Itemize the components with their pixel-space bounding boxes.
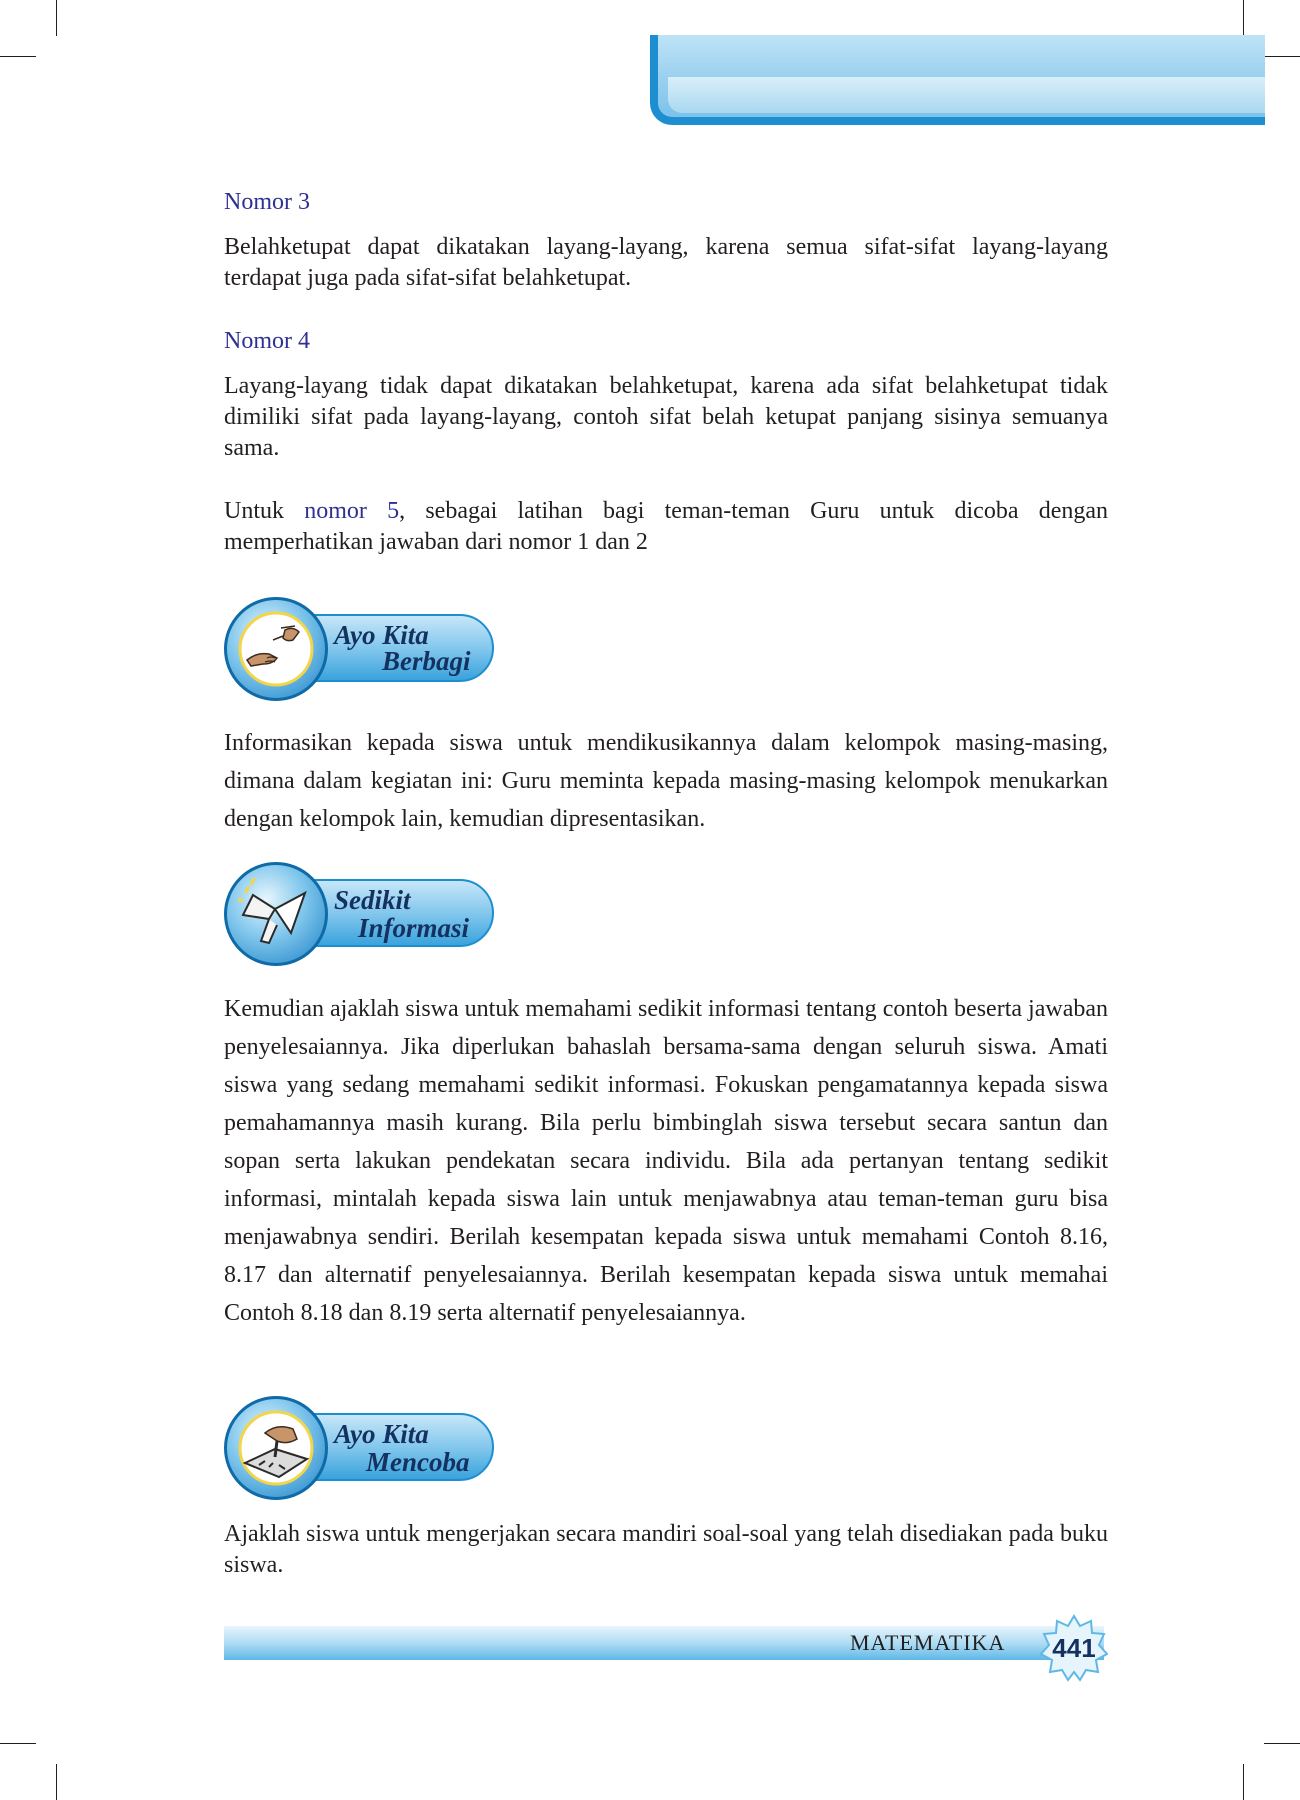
section-nomor-5 <box>224 496 1108 558</box>
nomor-5-link-text: nomor 5 <box>304 498 400 524</box>
section-nomor-4 <box>224 326 1108 464</box>
badge-line-2: Berbagi <box>382 646 471 676</box>
section-nomor-3 <box>224 187 1108 294</box>
badge-line-1: Ayo Kita <box>334 620 429 650</box>
badge-line-2: Mencoba <box>366 1447 470 1477</box>
crop-mark <box>0 56 36 57</box>
megaphone-icon <box>235 873 317 955</box>
badge-line-2: Informasi <box>358 913 470 943</box>
paragraph-berbagi <box>224 724 1108 838</box>
section-text <box>224 496 1108 558</box>
crop-mark <box>1243 0 1244 36</box>
crop-mark <box>1264 56 1300 57</box>
badge-ayo-kita-mencoba <box>224 1396 496 1500</box>
paragraph-text: Ajaklah siswa untuk mengerjakan secara mandiri soal-soal yang telah disediakan pada buku siswa. <box>224 1521 1108 1578</box>
badge-circle <box>224 597 328 701</box>
section-heading: Nomor 4 <box>224 328 310 354</box>
badge-ayo-kita-berbagi <box>224 597 496 701</box>
badge-line-1: Ayo Kita <box>334 1419 429 1449</box>
section-heading: Nomor 3 <box>224 189 310 215</box>
page-number-badge <box>1040 1614 1108 1682</box>
hand-writing-icon <box>235 1407 317 1489</box>
section-text: Layang-layang tidak dapat dikatakan belahketupat, karena ada sifat belahketupat tidak dimiliki sifat pada layang-layang, contoh sifat belah ketupat panjang sisinya semuanya sama. <box>224 373 1108 461</box>
crop-mark <box>56 1764 57 1800</box>
paragraph-text: Kemudian ajaklah siswa untuk memahami sedikit informasi tentang contoh beserta jawaban penyelesaiannya. Jika diperlukan bahaslah bersama-sama dengan seluruh siswa. Amati siswa yang sedang memahami sedikit informasi. Fokuskan pengamatannya kepada siswa pemahamannya masih kurang. Bila perlu bimbinglah siswa tersebut secara santun dan sopan serta lakukan pendekatan secara individu. Bila ada pertanyan tentang sedikit informasi, mintalah kepada siswa lain untuk menjawabnya atau teman-teman guru bisa menjawabnya sendiri. Berilah kesempatan kepada siswa untuk memahami Contoh 8.16, 8.17 dan alternatif penyelesaiannya. Berilah kesempatan kepada siswa untuk memahai Contoh 8.18 dan 8.19 serta alternatif penyelesaiannya. <box>224 996 1108 1326</box>
text-suffix: , sebagai latihan bagi teman-teman Guru untuk dicoba dengan memperhatikan jawaban dari nomor 1 dan 2 <box>224 498 1108 555</box>
badge-sedikit-informasi <box>224 862 496 966</box>
paragraph-informasi <box>224 990 1108 1332</box>
paragraph-text: Informasikan kepada siswa untuk mendikusikannya dalam kelompok masing-masing, dimana dalam kegiatan ini: Guru meminta kepada masing-masing kelompok menukarkan dengan kelompok lain, kemudian dipresentasikan. <box>224 730 1108 832</box>
badge-circle <box>224 1396 328 1500</box>
crop-mark <box>56 0 57 36</box>
crop-mark <box>1264 1743 1300 1744</box>
section-text: Belahketupat dapat dikatakan layang-layang, karena semua sifat-sifat layang-layang terdapat juga pada sifat-sifat belahketupat. <box>224 234 1108 291</box>
header-tab-decoration <box>650 35 1265 125</box>
text-prefix: Untuk <box>224 498 305 524</box>
footer-subject: MATEMATIKA <box>850 1630 1006 1655</box>
crop-mark <box>0 1743 36 1744</box>
crop-mark <box>1243 1764 1244 1800</box>
hands-exchange-icon <box>235 608 317 690</box>
paragraph-mencoba <box>224 1519 1108 1581</box>
page-number: 441 <box>1052 1633 1096 1663</box>
badge-circle <box>224 862 328 966</box>
badge-line-1: Sedikit <box>334 885 411 915</box>
